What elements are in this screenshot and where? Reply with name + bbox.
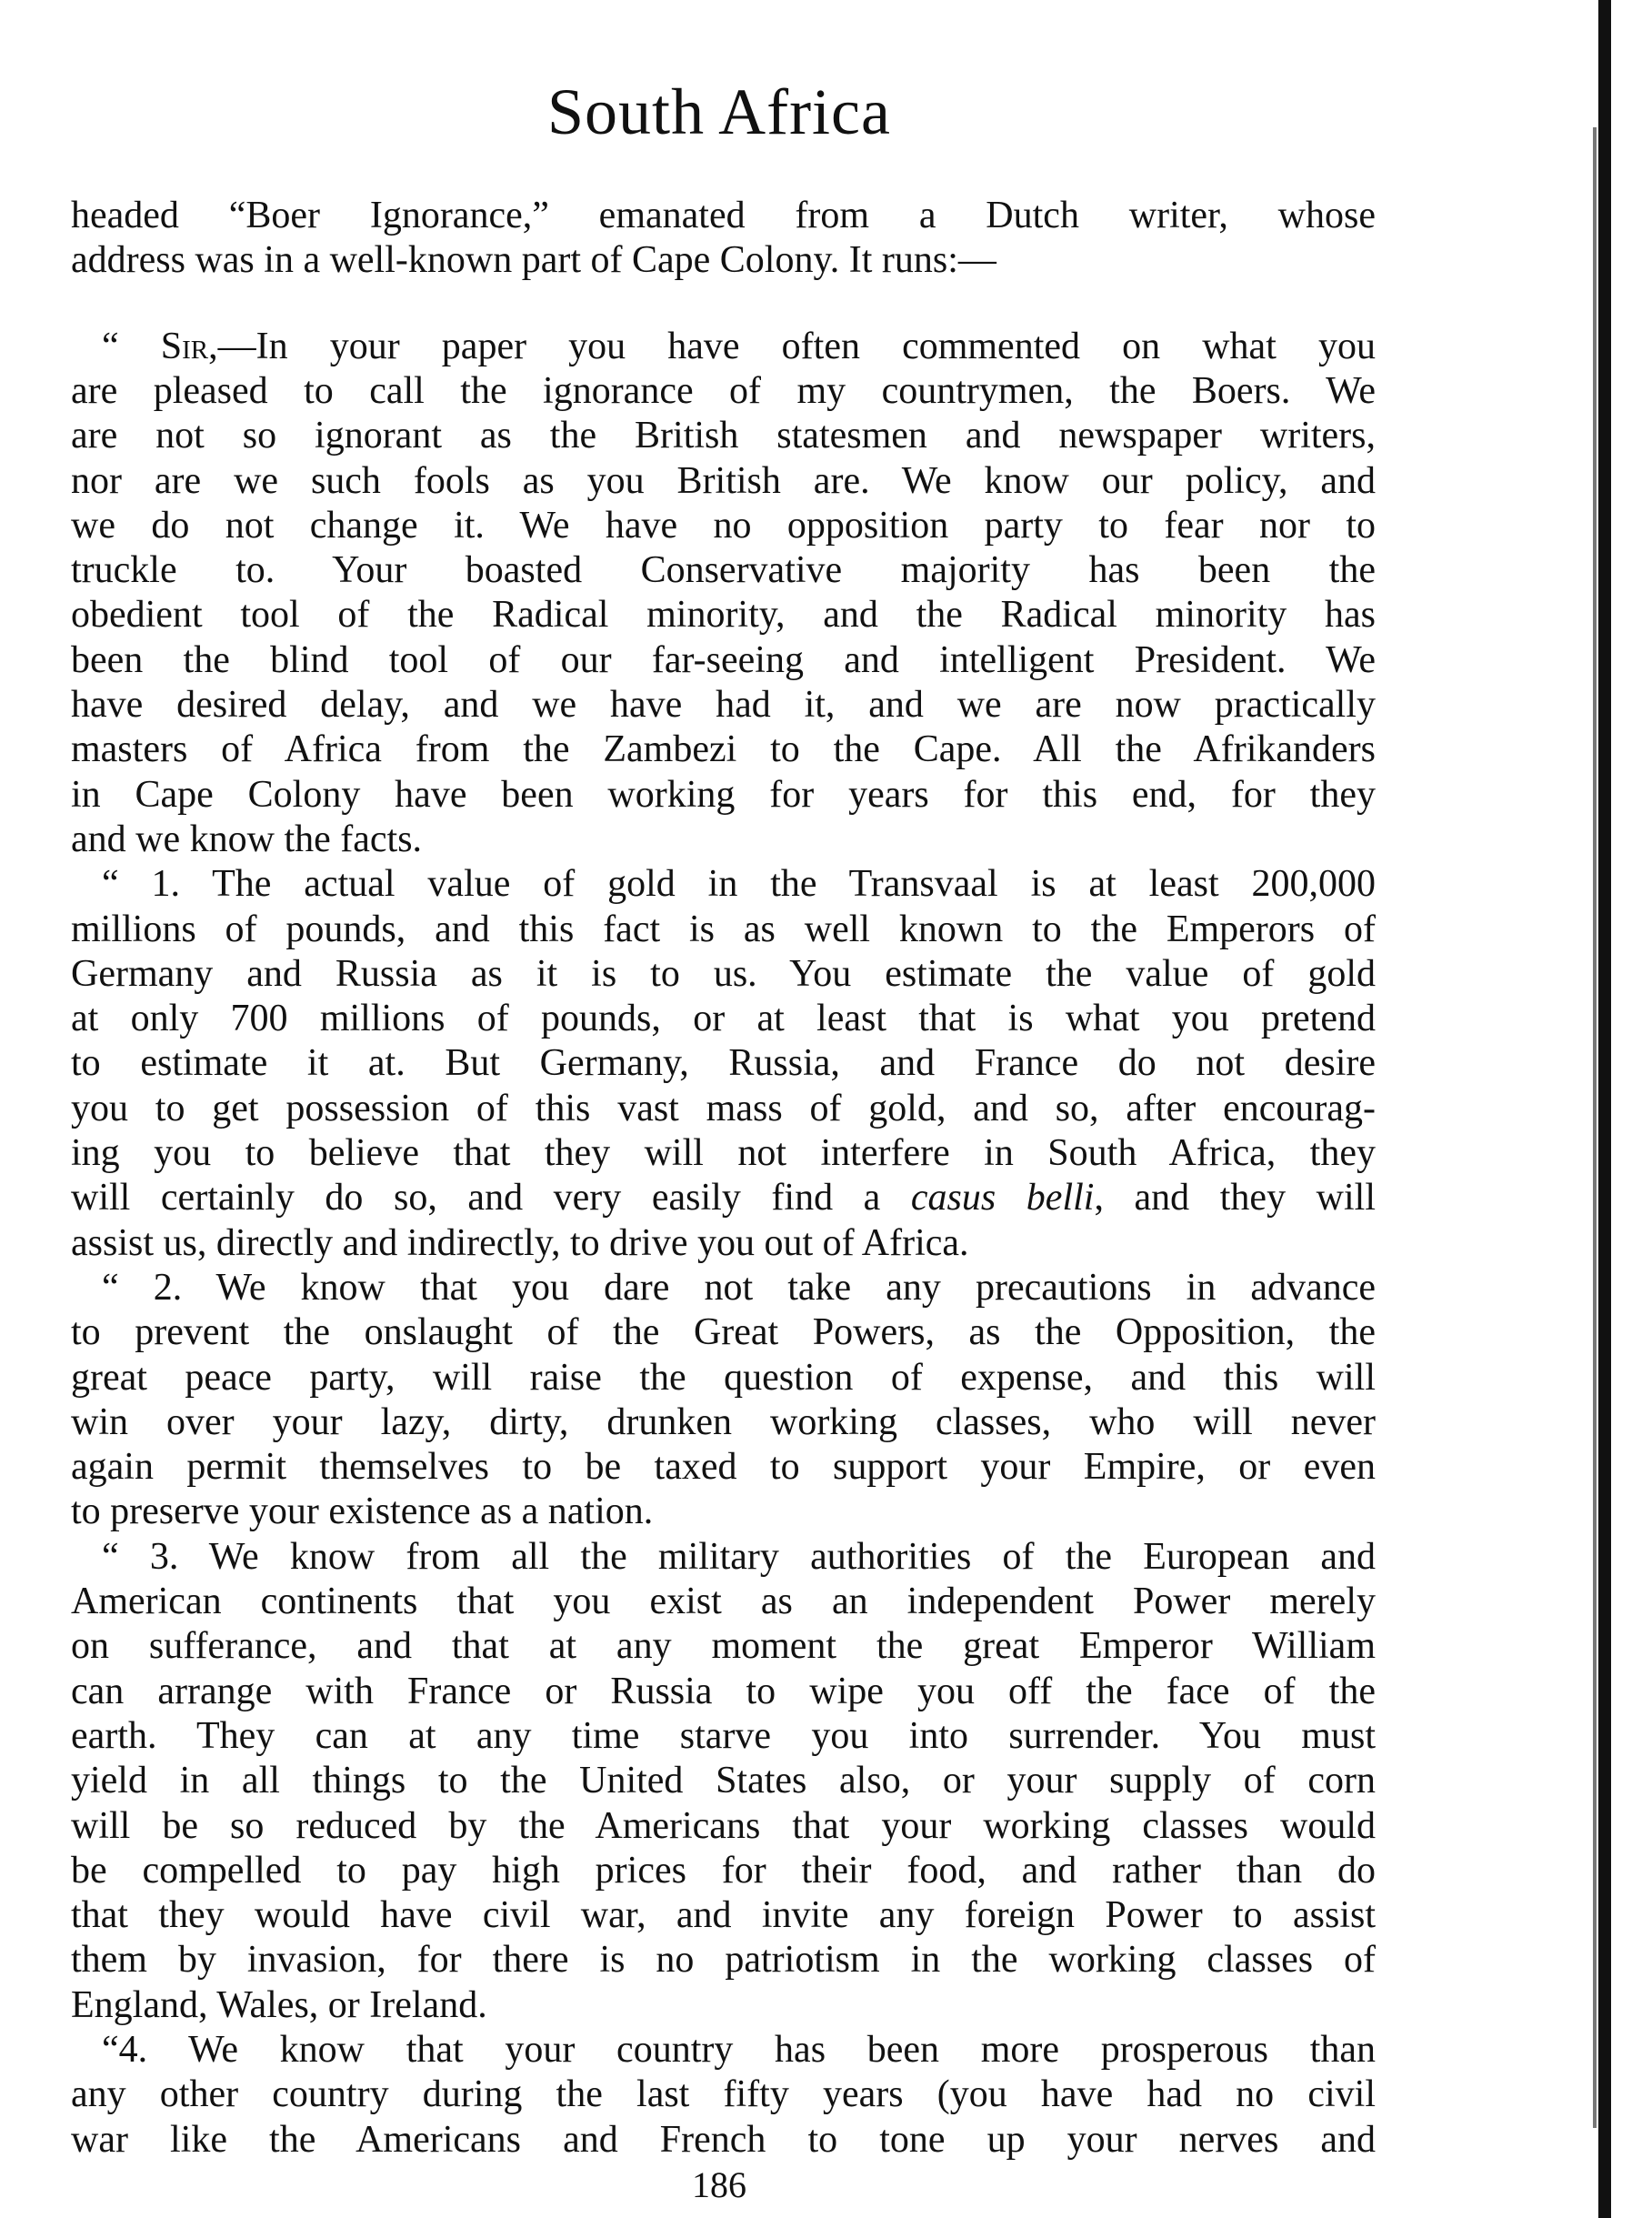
text-line (71, 1175, 1376, 1220)
small-caps-word: Sir (160, 325, 209, 367)
text-line: again permit themselves to be taxed to support your Empire, or even (71, 1446, 1376, 1489)
text-line: at only 700 millions of pounds, or at least that is what you pretend (71, 998, 1376, 1040)
page-binding-edge (1598, 0, 1611, 2218)
text-line: masters of Africa from the Zambezi to the Cape. All the Afrikanders (71, 728, 1376, 771)
text-line: truckle to. Your boasted Conservative majority has been the (71, 549, 1376, 592)
italic-phrase: casus belli (910, 1177, 1095, 1219)
text-line: to preserve your existence as a nation. (71, 1490, 654, 1533)
text-line: “4. We know that your country has been more prosperous than (102, 2029, 1376, 2071)
text-segment: ,—In your paper you have often commented on what you (208, 325, 1376, 367)
text-line: assist us, directly and indirectly, to drive you out of Africa. (71, 1221, 969, 1264)
text-line: on sufferance, and that at any moment the great Emperor William (71, 1625, 1376, 1668)
text-line: been the blind tool of our far-seeing and intelligent President. We (71, 638, 1376, 681)
text-line: millions of pounds, and this fact is as well known to the Emperors of (71, 908, 1376, 950)
text-line: nor are we such fools as you British are. We know our policy, and (71, 459, 1376, 502)
text-line: “ 1. The actual value of gold in the Transvaal is at least 200,000 (102, 863, 1376, 906)
text-line: to estimate it at. But Germany, Russia, and France do not desire (71, 1042, 1376, 1085)
text-line: are pleased to call the ignorance of my countrymen, the Boers. We (71, 369, 1376, 412)
text-line: ing you to believe that they will not interfere in South Africa, they (71, 1132, 1376, 1174)
text-line: American continents that you exist as an independent Power merely (71, 1581, 1376, 1622)
text-line: will be so reduced by the Americans that your working classes would (71, 1804, 1376, 1847)
page-edge-shadow (1593, 127, 1597, 2128)
text-line: be compelled to pay high prices for their food, and rather than do (71, 1849, 1376, 1892)
text-segment: , and they will (1094, 1177, 1376, 1219)
text-line: are not so ignorant as the British statesmen and newspaper writers, (71, 415, 1376, 457)
text-line: in Cape Colony have been working for years for this end, for they (71, 773, 1376, 816)
text-line: you to get possession of this vast mass of gold, and so, after encourag- (71, 1087, 1376, 1129)
text-line: headed “Boer Ignorance,” emanated from a Dutch writer, whose (71, 195, 1376, 236)
text-line: great peace party, will raise the question of expense, and this will (71, 1356, 1376, 1399)
text-line: win over your lazy, dirty, drunken working classes, who will never (71, 1400, 1376, 1443)
text-line: that they would have civil war, and invite any foreign Power to assist (71, 1894, 1376, 1937)
text-line: to prevent the onslaught of the Great Powers, as the Opposition, the (71, 1311, 1376, 1354)
text-line: obedient tool of the Radical minority, and the Radical minority has (71, 594, 1376, 637)
text-line: them by invasion, for there is no patriotism in the working classes of (71, 1939, 1376, 1982)
text-line: war like the Americans and French to tone up your nerves and (71, 2118, 1376, 2161)
text-line: earth. They can at any time starve you into surrender. You must (71, 1714, 1376, 1757)
text-line: address was in a well-known part of Cape Colony. It runs:— (71, 239, 996, 282)
text-line: can arrange with France or Russia to wipe you off the face of the (71, 1670, 1376, 1712)
text-line: any other country during the last fifty years (you have had no civil (71, 2073, 1376, 2116)
text-line: yield in all things to the United States also, or your supply of corn (71, 1760, 1376, 1802)
page-title: South Africa (547, 75, 891, 148)
page-number: 186 (692, 2164, 746, 2205)
text-line: we do not change it. We have no opposition party to fear nor to (71, 504, 1376, 547)
text-segment: will certainly do so, and very easily find a (71, 1177, 911, 1219)
text-line: Germany and Russia as it is to us. You estimate the value of gold (71, 952, 1376, 995)
text-line: “ 3. We know from all the military authorities of the European and (102, 1535, 1376, 1578)
text-line: and we know the facts. (71, 818, 423, 860)
text-line: England, Wales, or Ireland. (71, 1983, 487, 2026)
text-line (102, 324, 1376, 369)
text-line: “ 2. We know that you dare not take any precautions in advance (102, 1266, 1376, 1309)
text-segment: “ (102, 325, 161, 367)
text-line: have desired delay, and we have had it, and we are now practically (71, 684, 1376, 726)
